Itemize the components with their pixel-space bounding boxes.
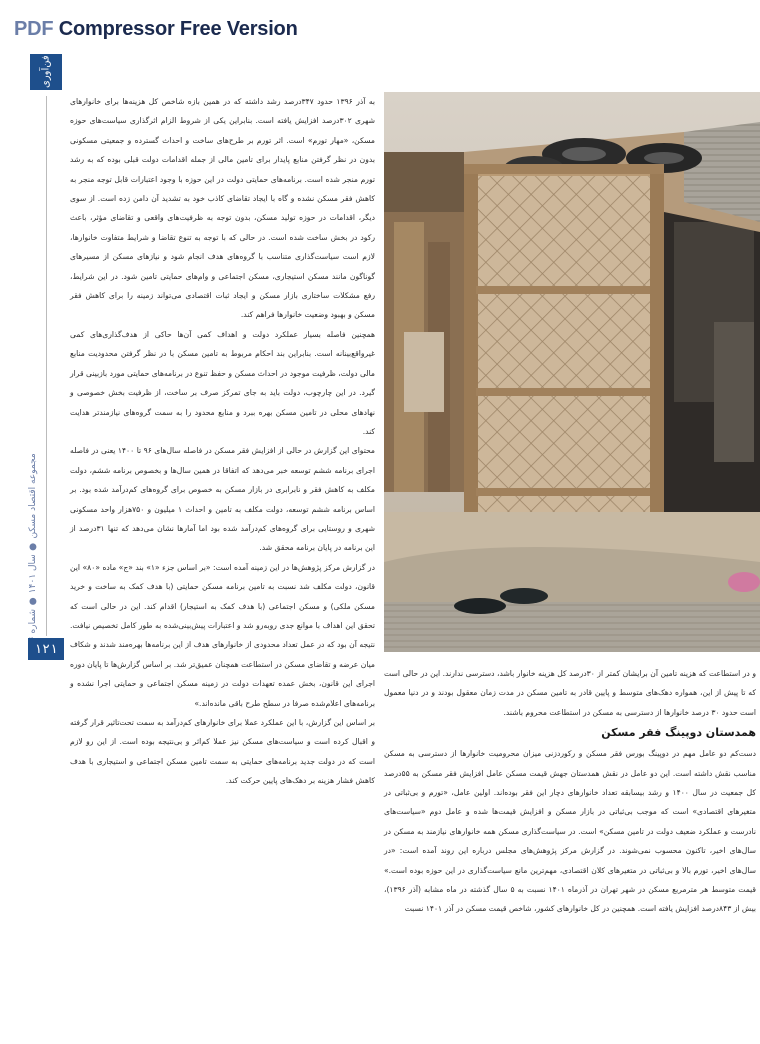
- paragraph: دست‌کم دو عامل مهم در دوپینگ بورس فقر مسکن و رکوردزنی میزان محرومیت خانوارها از دسترسی به مسکن مناسب نقش داشته است. این دو عامل در نقش همدستان جهش قیمت مسکن عامل افزایش فقر مسکن به ۵۵درصد کل جمعیت در سال ۱۴۰۰ و رشد بیسابقه تعداد خانوارهای دچار این فقر بوده‌اند. اولین عامل، «تورم و بی‌ثباتی در متغیرهای اقتصادی» است که موجب بی‌ثباتی در بازار مسکن و افزایش قیمت‌ها شده و عامل دوم «سیاست‌های نادرست و عملکرد ضعیف دولت در تامین مسکن» است. در سیاست‌گذاری مسکن همه خانوارهای نیازمند به مسکن در سال‌های اخیر، تاکنون محسوب نمی‌شوند. در گزارش مرکز پژوهش‌های مجلس درباره این روند آمده است: «در سال‌های اخیر، تورم بالا و بی‌ثباتی در متغیرهای کلان اقتصادی، مهم‌ترین مانع سیاست‌گذاری در این حوزه بوده است.» قیمت متوسط هر مترمربع مسکن در شهر تهران در آذرماه ۱۴۰۱ نسبت به ۵ سال گذشته در ماه مشابه (آذر ۱۳۹۶)، بیش از ۸۴۳درصد افزایش یافته است. همچنین در کل خانوارهای کشور، شاخص قیمت مسکن در آذر ۱۴۰۱ نسبت: [384, 749, 757, 914]
- paragraph: بر اساس این گزارش، با این عملکرد عملا برای خانوارهای کم‌درآمد به سمت تحت‌تاثیر قرار گرفته و اقبال کرده است و سیاست‌های مسکن نیز عملا کم‌اثر و بی‌نتیجه بوده است. از این رو لازم است که در دولت جدید برنامه‌های حمایتی به سمت تامین مسکن اجتماعی و استیجاری با هدف کاهش فشار هزینه بر دهک‌های پایین حرکت کند.: [70, 718, 375, 786]
- section-heading: همدستان دوپینگ فقر مسکن: [601, 726, 756, 740]
- paragraph: به آذر ۱۳۹۶ حدود ۳۴۷درصد رشد داشته که در همین بازه شاخص کل هزینه‌ها برای خانوارهای شهری ۳۰۲درصد افزایش یافته است. بنابراین یکی از شروط الزام اثرگذاری سیاست‌های حوزه مسکن، «مهار تورم» است. اثر تورم بر طرح‌های ساخت و احداث گسترده و جمعیتی مسکونی بدون در نظر گرفتن منابع پایدار برای تامین مالی از جمله اقدامات دولت قبلی بوده که به رشد تورم منجر شده است. برنامه‌های حمایتی دولت در این حوزه با وجود اعتبارات قابل توجه منجر به کاهش فقر مسکن نشده و گاه با ایجاد تقاضای کاذب خود به تشدید آن دامن زده است. از سوی دیگر، اقدامات در حوزه تولید مسکن، بدون توجه به ظرفیت‌های واقعی و تقاضای مؤثر، باعث رکود در بخش ساخت شده است. در حالی که با توجه به تنوع تقاضا و شرایط متفاوت خانوارها، لازم است سیاست‌گذاری متناسب با گروه‌های هدف انجام شود و نیازهای مسکن از مسیرهای گوناگون مانند مسکن استیجاری، مسکن اجتماعی و وام‌های حمایتی تامین شود. در این شرایط، رفع مشکلات ساختاری بازار مسکن و ایجاد ثبات اقتصادی می‌تواند زمینه را برای کاهش فقر مسکن و بهبود وضعیت خانوارها فراهم کند.: [70, 97, 376, 320]
- paragraph: و در استطاعت که هزینه تامین آن برایشان کمتر از ۳۰درصد کل هزینه خانوار باشد، دسترسی ندارند. این در حالی است که تا پیش از این، همواره دهک‌های متوسط و پایین قادر به تامین مسکن در مدت زمان معقول بودند و در دنیا معمول است حدود ۳۰ درصد خانوارها از دسترسی به مسکن در استطاعت محروم باشند.: [384, 669, 756, 717]
- page-number: ۱۲۱: [28, 638, 64, 660]
- text-column-right: [384, 664, 756, 919]
- pdf-compressor-watermark: PDF Compressor Free Version: [14, 18, 298, 40]
- paragraph: همچنین فاصله بسیار عملکرد دولت و اهداف کمی آن‌ها حاکی از هدف‌گذاری‌های کمی غیرواقع‌بینانه است. بنابراین بند احکام مربوط به تامین مسکن با در نظر گرفتن محدودیت منابع مالی دولت، ظرفیت موجود در احداث مسکن و حفظ تنوع در برنامه‌های حمایتی مورد بازبینی قرار گیرد. در این چارچوب، دولت باید به جای تمرکز صرف بر ساخت، از ظرفیت بخش خصوصی و نهادهای محلی در تامین مسکن بهره ببرد و منابع محدود را به سمت گروه‌های نیازمندتر هدایت کند.: [70, 329, 375, 436]
- paragraph: در گزارش مرکز پژوهش‌ها در این زمینه آمده است: «بر اساس جزء «۱» بند «ج» ماده «۸۰» این قانون، دولت مکلف شد نسبت به تامین برنامه مسکن حمایتی (با هدف کمک به ساخت و خرید مسکن ملکی) و مسکن اجتماعی (با هدف کمک به استیجار) اقدام کند. این در حالی است که تحقق این اهداف با موانع جدی روبه‌رو شد و اعتبارات پیش‌بینی‌شده به طور کامل تخصیص نیافت. نتیجه آن بود که در عمل تعداد محدودی از خانوارهای هدف از این برنامه‌ها بهره‌مند شدند و شکاف میان عرضه و تقاضای مسکن در استطاعت همچنان عمیق‌تر شد. بر اساس گزارش‌ها تا پایان دوره اجرای این قانون، بخش عمده تعهدات دولت در زمینه مسکن اجتماعی و حمایتی اجرا نشده و برنامه‌های اعلام‌شده صرفا در سطح طرح باقی مانده‌اند.»: [70, 562, 375, 708]
- article-photo: [384, 92, 760, 652]
- section-tab: فن‌آوری: [30, 54, 62, 90]
- side-running-title: مجموعه اقتصاد مسکن ● سال ۱۴۰۱ ● شماره: [28, 453, 38, 634]
- shelter-door-photo: [384, 92, 760, 652]
- paragraph: محتوای این گزارش در حالی از افزایش فقر مسکن در فاصله سال‌های ۹۶ تا ۱۴۰۰ یعنی در فاصله اجرای برنامه ششم توسعه خبر می‌دهد که اتفاقا در همین سال‌ها و بخصوص برنامه ششم، دولت مکلف به کاهش فقر و نابرابری در بازار مسکن به خصوص برای گروه‌های کم‌درآمد شده بود. بر اساس برنامه ششم توسعه، دولت مکلف به تامین و احداث ۱ میلیون و ۷۵۰هزار واحد مسکونی شهری و روستایی برای گروه‌های کم‌درآمد شده بود اما آمارها نشان می‌دهد که تنها ۳۱درصد از این برنامه در پایان برنامه محقق شد.: [70, 446, 375, 553]
- text-column-left: [70, 92, 375, 791]
